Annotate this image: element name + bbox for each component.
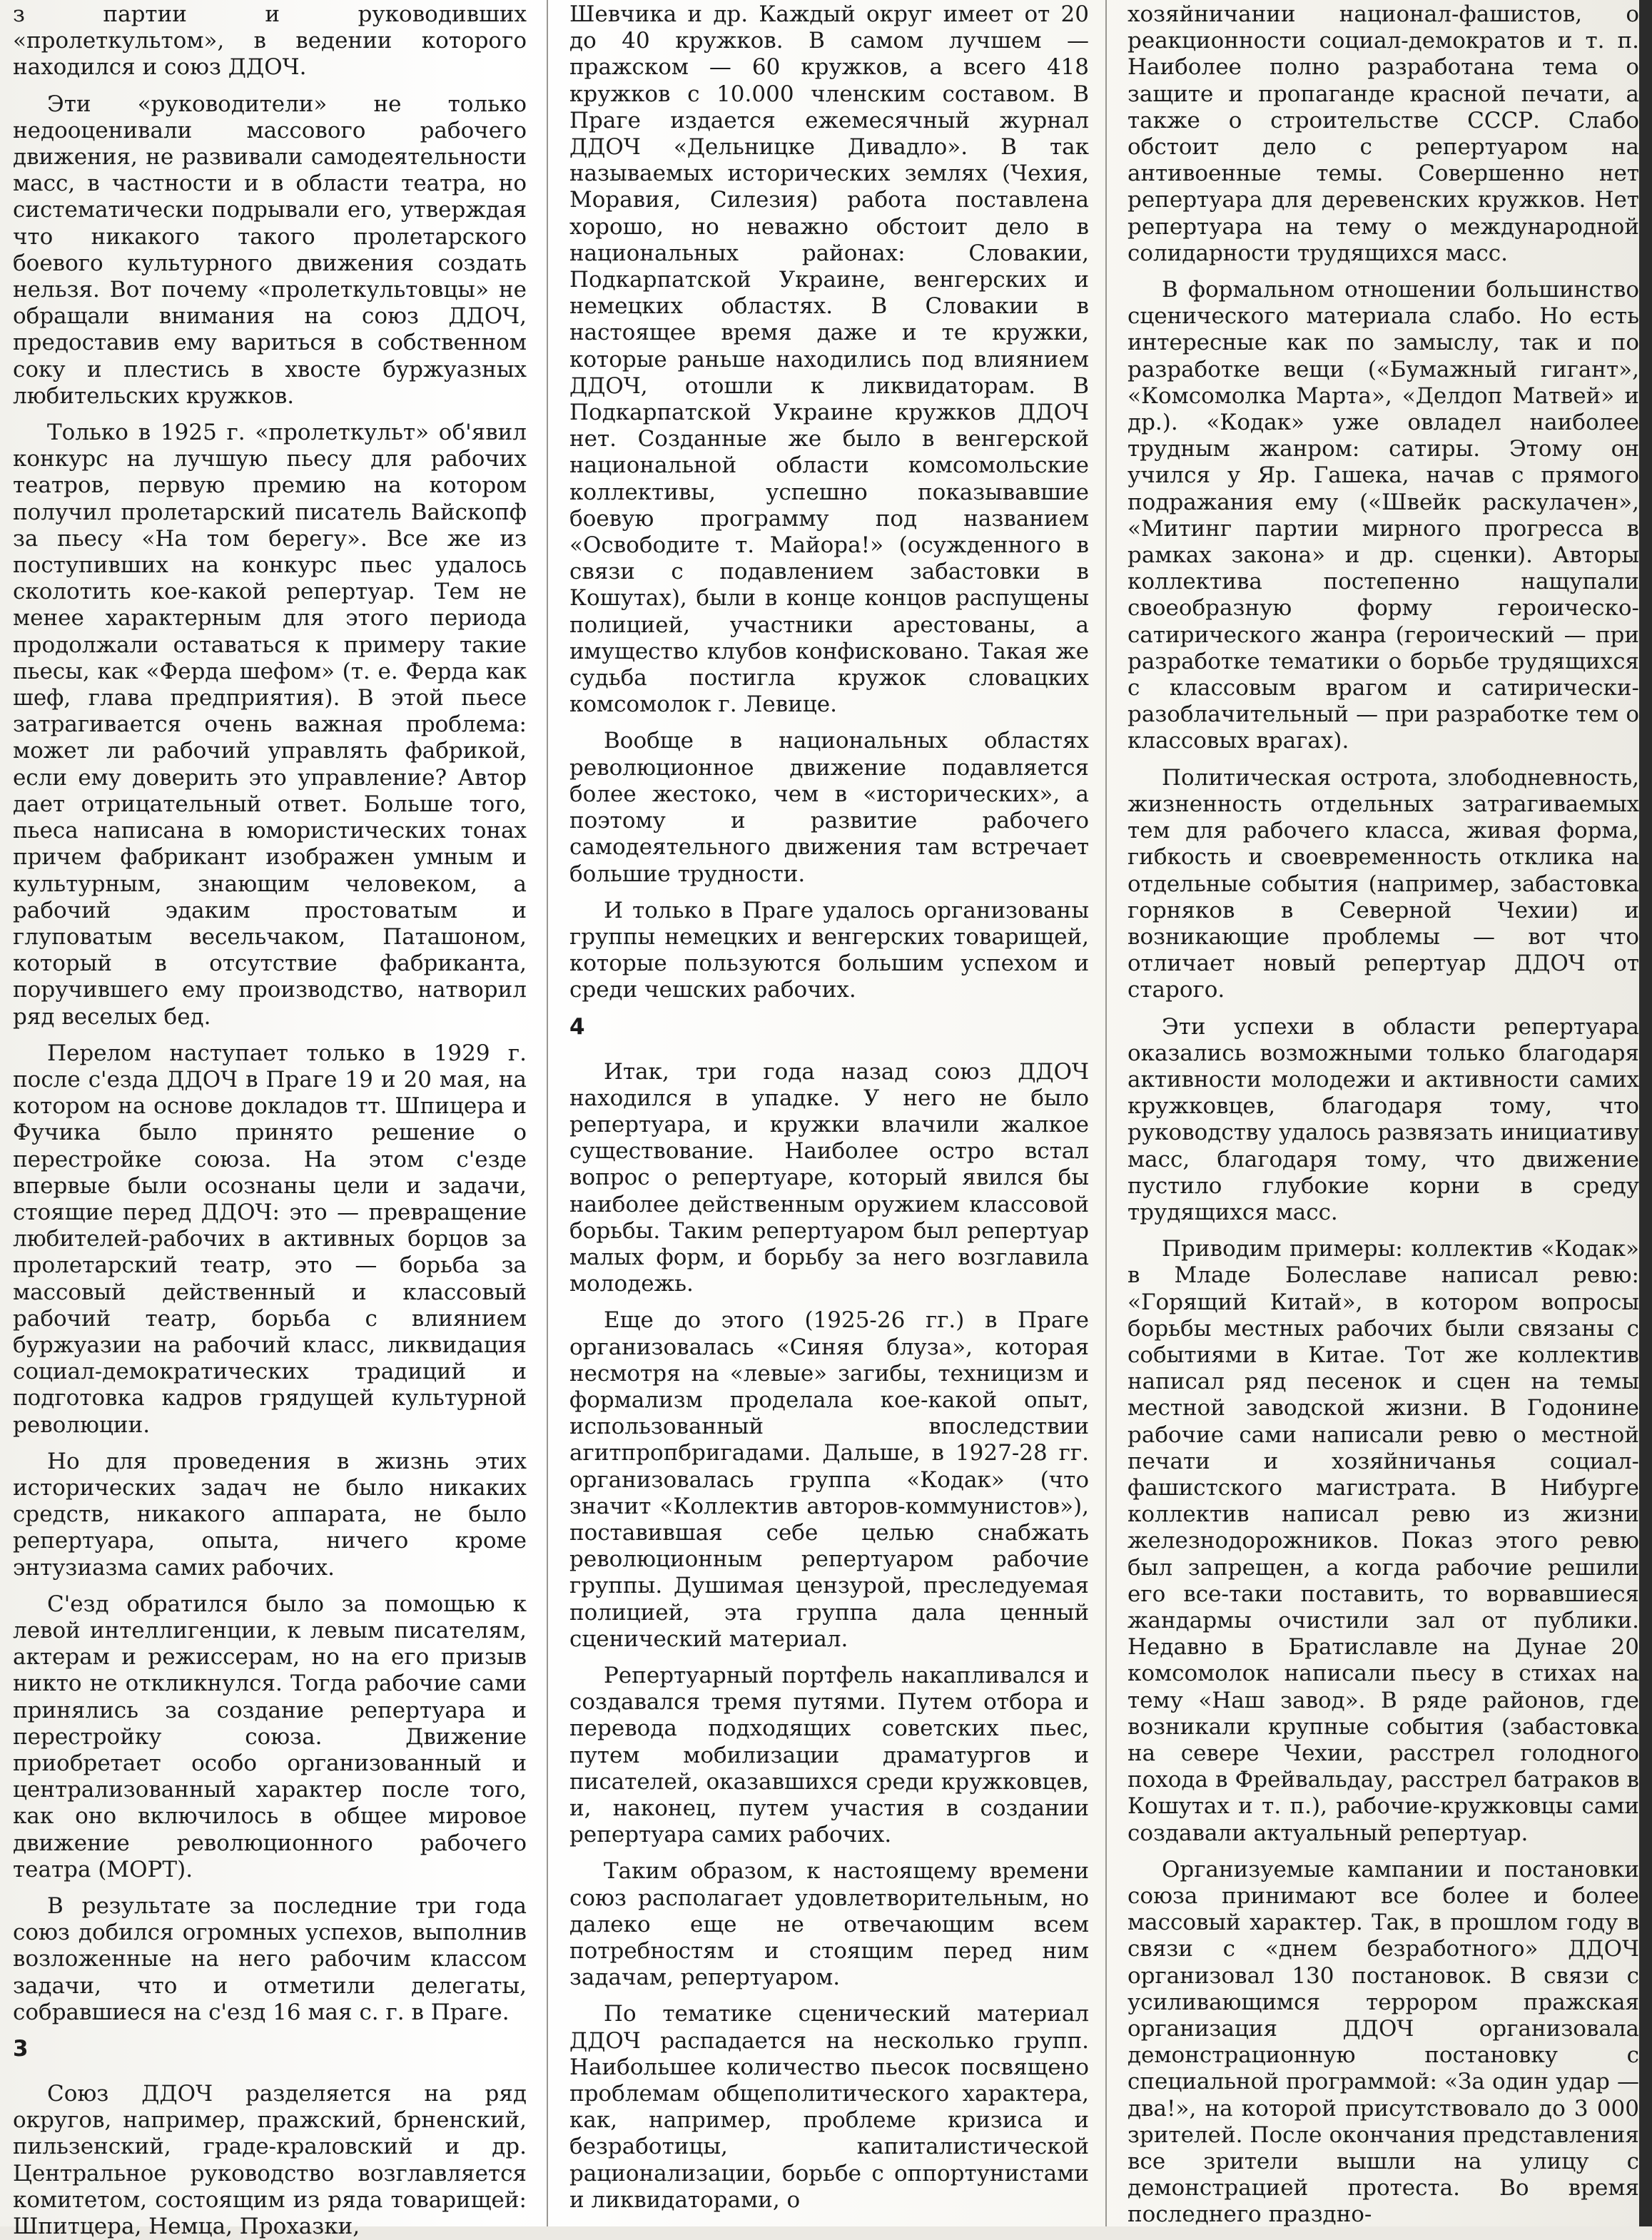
paragraph: Организуемые кампании и постановки союза принимают все более и более массовый характер. Так, в прошлом году в связи с «днем безработного» ДДОЧ организовал 130 постановок. В связи с усиливающимся террором пражская организация ДДОЧ организовала демонстрационную постановку с специальной программой: «За один удар — два!», на которой присутствовало до 3 000 зрителей. После окончания представления все зрители вышли на улицу с демонстрацией протеста. Во время последнего праздно-	[1127, 1856, 1639, 2228]
column-divider	[547, 0, 548, 2226]
paragraph: Эти успехи в области репертуара оказались возможными только благодаря активности молодежи и активности самих кружковцев, благодаря тому, что руководству удалось развязать инициативу масс, благодаря тому, что движение пустило глубокие корни в среду трудящихся масс.	[1127, 1013, 1639, 1225]
paragraph: В формальном отношении большинство сценического материала слабо. Но есть интересные как по замыслу, так и по разработке вещи («Бумажный гигант», «Комсомолка Марта», «Делдоп Матвей» и др.). «Кодак» уже овладел наиболее трудным жанром: сатиры. Этому он учился у Яр. Гашека, начав с прямого подражания ему («Швейк раскулачен», «Митинг партии мирного прогресса в рамках закона» и др. сценки). Авторы коллектива постепенно нащупали своеобразную форму героическо-сатирического жанра (героический — при разработке тематики о борьбе трудящихся с классовым врагом и сатирически-разоблачительный — при разработке тем о классовых врагах).	[1127, 277, 1639, 754]
paragraph: хозяйничании национал-фашистов, о реакционности социал-демократов и т. п. Наиболее полно разработана тема о защите и пропаганде красной печати, а также о строительстве СССР. Слабо обстоит дело с репертуаром на антивоенные темы. Совершенно нет репертуара для деревенских кружков. Нет репертуара на тему о международной солидарности трудящихся масс.	[1127, 1, 1639, 266]
paragraph: Шевчика и др. Каждый округ имеет от 20 до 40 кружков. В самом лучшем — пражском — 60 кружков, а всего 418 кружков с 10.000 членским составом. В Праге издается ежемесячный журнал ДДОЧ «Дельницке Дивадло». В так называемых исторических землях (Чехия, Моравия, Силезия) работа поставлена хорошо, но неважно обстоит дело в национальных районах: Словакии, Подкарпатской Украине, венгерских и немецких областях. В Словакии в настоящее время даже и те кружки, которые раньше находились под влиянием ДДОЧ, отошли к ликвидаторам. В Подкарпатской Украине кружков ДДОЧ нет. Созданные же было в венгерской национальной области комсомольские коллективы, успешно показывавшие боевую программу под названием «Освободите т. Майора!» (осужденного в связи с подавлением забастовки в Кошутах), были в конце концов распущены полицией, участники арестованы, а имущество клубов конфисковано. Такая же судьба постигла кружок словацких комсомолок г. Левице.	[569, 1, 1089, 718]
paragraph: Репертуарный портфель накапливался и создавался тремя путями. Путем отбора и перевода подходящих советских пьес, путем мобилизации драматургов и писателей, оказавшихся среди кружковцев, и, наконец, путем участия в создании репертуара самих рабочих.	[569, 1662, 1089, 1848]
paragraph: з партии и руководивших «пролеткультом», в ведении которого находился и союз ДДОЧ.	[13, 1, 527, 81]
paragraph: Итак, три года назад союз ДДОЧ находился в упадке. У него не было репертуара, и кружки влачили жалкое существование. Наиболее остро встал вопрос о репертуаре, который явился бы наиболее действенным оружием классовой борьбы. Таким репертуаром был репертуар малых форм, и борьбу за него возглавила молодежь.	[569, 1058, 1089, 1297]
section-number: 3	[13, 2036, 29, 2062]
section-number: 4	[569, 1013, 585, 1040]
column-divider	[1105, 0, 1107, 2226]
paragraph: Вообще в национальных областях революционное движение подавляется более жестоко, чем в «исторических», а поэтому и развитие рабочего самодеятельного движения там встречает большие трудности.	[569, 728, 1089, 887]
paragraph: Только в 1925 г. «пролеткульт» об'явил конкурс на лучшую пьесу для рабочих театров, первую премию на котором получил пролетарский писатель Вайскопф за пьесу «На том берегу». Все же из поступивших на конкурс пьес удалось сколотить кое-какой репертуар. Тем не менее характерным для этого периода продолжали оставаться к примеру такие пьесы, как «Ферда шефом» (т. е. Ферда как шеф, глава предприятия). В этой пьесе затрагивается очень важная проблема: может ли рабочий управлять фабрикой, если ему доверить это управление? Автор дает отрицательный ответ. Больше того, пьеса написана в юмористических тонах причем фабрикант изображен умным и культурным, знающим человеком, а рабочий эдаким простоватым и глуповатым весельчаком, Паташоном, который в отсутствие фабриканта, поручившего ему производство, натворил ряд веселых бед.	[13, 420, 527, 1030]
paragraph: С'езд обратился было за помощью к левой интеллигенции, к левым писателям, актерам и режиссерам, но на его призыв никто не откликнулся. Тогда рабочие сами принялись за создание репертуара и перестройку союза. Движение приобретает особо организованный и централизованный характер после того, как оно включилось в общее мировое движение революционного рабочего театра (МОРТ).	[13, 1591, 527, 1882]
paragraph: Союз ДДОЧ разделяется на ряд округов, например, пражский, брненский, пильзенский, граде-краловский и др. Центральное руководство возглавляется комитетом, состоящим из ряда товарищей: Шпитцера, Немца, Прохазки,	[13, 2081, 527, 2240]
paragraph: В результате за последние три года союз добился огромных успехов, выполнив возложенные на него рабочим классом задачи, что и отметили делегаты, собравшиеся на с'езд 16 мая с. г. в Праге.	[13, 1893, 527, 2025]
text-column-2	[557, 0, 1099, 2226]
text-column-1	[0, 0, 537, 2240]
paragraph: Приводим примеры: коллектив «Кодак» в Младе Болеславе написал ревю: «Горящий Китай», в котором вопросы борьбы местных рабочих были связаны с событиями в Китае. Тот же коллектив написал ряд песенок и сцен на темы местной заводской жизни. В Годонине рабочие сами написали ревю о местной печати и хозяйничанья социал-фашистского магистрата. В Нибурге коллектив написал ревю из жизни железнодорожников. Показ этого ревю был запрещен, а когда рабочие решили его все-таки поставить, то ворвавшиеся жандармы очистили зал от публики. Недавно в Братиславле на Дунае 20 комсомолок написали пьесу в стихах на тему «Наш завод». В ряде районов, где возникали крупные события (забастовка на севере Чехии, расстрел голодного похода в Фрейвальдау, расстрел батраков в Кошутах и т. п.), рабочие-кружковцы сами создавали актуальный репертуар.	[1127, 1236, 1639, 1846]
text-column-3	[1115, 0, 1652, 2226]
paragraph: По тематике сценический материал ДДОЧ распадается на несколько групп. Наибольшее количество пьесок посвящено проблемам общеполитического характера, как, например, проблеме кризиса и безработицы, капиталистической рационализации, борьбе с оппортунистами и ликвидаторами, о	[569, 2001, 1089, 2213]
paragraph: Эти «руководители» не только недооценивали массового рабочего движения, не развивали самодеятельности масс, в частности и в области театра, но систематически подрывали его, утверждая что никакого такого пролетарского боевого культурного движения создать нельзя. Вот почему «пролеткультовцы» не обращали внимания на союз ДДОЧ, предоставив ему вариться в собственном соку и плестись в хвосте буржуазных любительских кружков.	[13, 91, 527, 409]
scan-edge-shadow	[1639, 0, 1652, 2226]
paragraph: Таким образом, к настоящему времени союз располагает удовлетворительным, но далеко еще не отвечающим всем потребностям и стоящим перед ним задачам, репертуаром.	[569, 1858, 1089, 1991]
paragraph: Но для проведения в жизнь этих исторических задач не было никаких средств, никакого аппарата, не было репертуара, опыта, ничего кроме энтузиазма самих рабочих.	[13, 1448, 527, 1581]
paragraph: Политическая острота, злободневность, жизненность отдельных затрагиваемых тем для рабочего класса, живая форма, гибкость и своевременность отклика на отдельные события (например, забастовка горняков в Северной Чехии) и возникающие проблемы — вот что отличает новый репертуар ДДОЧ от старого.	[1127, 764, 1639, 1003]
paragraph: И только в Праге удалось организованы группы немецких и венгерских товарищей, которые пользуются большим успехом и среди чешских рабочих.	[569, 897, 1089, 1003]
paragraph: Перелом наступает только в 1929 г. после с'езда ДДОЧ в Праге 19 и 20 мая, на котором на основе докладов тт. Шпицера и Фучика было принято решение о перестройке союза. На этом с'езде впервые были осознаны цели и задачи, стоящие перед ДДОЧ: это — превращение любителей-рабочих в активных борцов за пролетарский театр, это — борьба за массовый действенный и классовый рабочий театр, борьба с влиянием буржуазии на рабочий класс, ликвидация социал-демократических традиций и подготовка кадров грядущей культурной революции.	[13, 1040, 527, 1438]
paragraph: Еще до этого (1925-26 гг.) в Праге организовалась «Синяя блуза», которая несмотря на «левые» загибы, техницизм и формализм проделала кое-какой опыт, использованный впоследствии агитпропбригадами. Дальше, в 1927-28 гг. организовалась группа «Кодак» (что значит «Коллектив авторов-коммунистов»), поставившая себе целью снабжать революционным репертуаром рабочие группы. Душимая цензурой, преследуемая полицией, эта группа дала ценный сценический материал.	[569, 1307, 1089, 1652]
